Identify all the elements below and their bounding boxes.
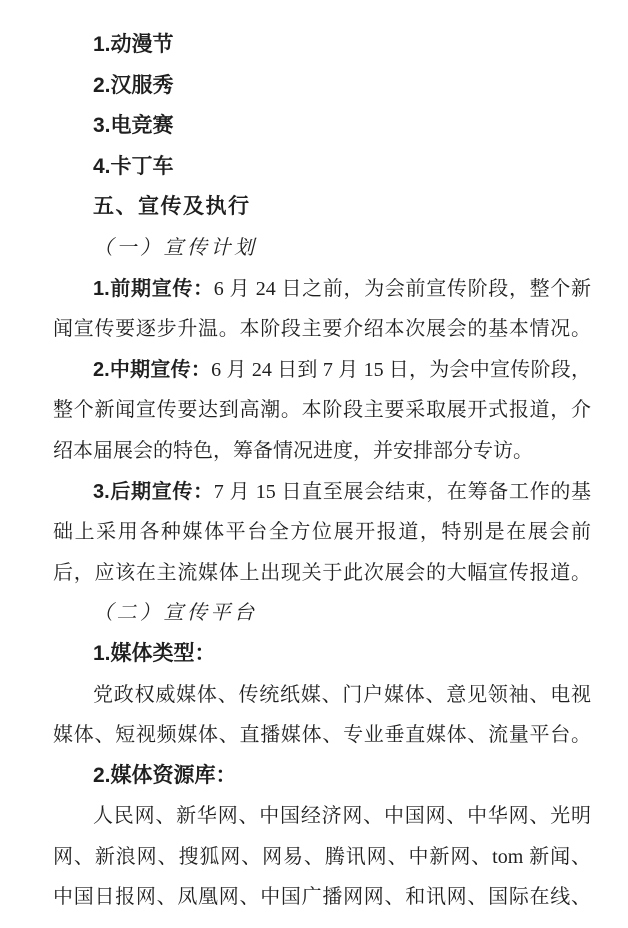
bold-text-run: 五、宣传及执行	[93, 195, 251, 219]
bold-text-run: 2.中期宣传：	[93, 358, 212, 381]
text-run: （一）宣传计划	[93, 236, 258, 259]
numbered-heading-line	[53, 106, 591, 147]
numbered-heading-line	[53, 66, 591, 107]
text-run: 6 月 24 日到 7 月 15 日，为会中宣传阶段，	[211, 358, 591, 381]
numbered-heading-line	[53, 634, 591, 675]
text-run: 闻宣传要逐步升温。本阶段主要介绍本次展会的基本情况。	[53, 318, 591, 341]
sub-section-heading	[53, 228, 591, 269]
paragraph-line	[53, 512, 591, 553]
paragraph-line	[53, 877, 591, 918]
bold-text-run: 3.后期宣传：	[93, 480, 214, 503]
text-run: 后，应该在主流媒体上出现关于此次展会的大幅宣传报道。	[53, 561, 591, 584]
document-content	[53, 25, 591, 918]
paragraph-line	[53, 390, 591, 431]
numbered-heading-line	[53, 147, 591, 188]
paragraph-line	[53, 675, 591, 716]
paragraph-line	[53, 796, 591, 837]
bold-text-run: 4.卡丁车	[93, 154, 174, 178]
sub-section-heading	[53, 593, 591, 634]
paragraph-line	[53, 269, 591, 310]
numbered-heading-line	[53, 25, 591, 66]
text-run: 媒体、短视频媒体、直播媒体、专业垂直媒体、流量平台。	[53, 724, 591, 747]
paragraph-line	[53, 431, 591, 472]
text-run: 人民网、新华网、中国经济网、中国网、中华网、光明	[93, 805, 591, 828]
paragraph-line	[53, 350, 591, 391]
bold-text-run: 2.汉服秀	[93, 73, 174, 97]
section-heading	[53, 187, 591, 228]
text-run: 整个新闻宣传要达到高潮。本阶段主要采取展开式报道，介	[53, 399, 591, 422]
text-run: 6 月 24 日之前，为会前宣传阶段，整个新	[213, 277, 591, 300]
bold-text-run: 1.前期宣传：	[93, 277, 214, 300]
paragraph-line	[53, 837, 591, 878]
bold-text-run: 1.媒体类型：	[93, 641, 216, 665]
paragraph-line	[53, 715, 591, 756]
text-run: 础上采用各种媒体平台全方位展开报道，特别是在展会前	[53, 521, 591, 544]
bold-text-run: 1.动漫节	[93, 33, 174, 56]
bold-text-run: 2.媒体资源库：	[93, 763, 237, 787]
text-run: 绍本届展会的特色，筹备情况进度，并安排部分专访。	[53, 439, 533, 462]
text-run: 党政权威媒体、传统纸媒、门户媒体、意见领袖、电视	[93, 683, 591, 706]
text-run: 网、新浪网、搜狐网、网易、腾讯网、中新网、tom 新闻、	[53, 845, 591, 868]
text-run: 中国日报网、凤凰网、中国广播网网、和讯网、国际在线、	[53, 886, 591, 909]
bold-text-run: 3.电竞赛	[93, 114, 174, 138]
paragraph-line	[53, 553, 591, 594]
paragraph-line	[53, 309, 591, 350]
numbered-heading-line	[53, 756, 591, 797]
text-run: （二）宣传平台	[93, 602, 258, 625]
text-run: 7 月 15 日直至展会结束，在筹备工作的基	[213, 480, 591, 503]
paragraph-line	[53, 472, 591, 513]
